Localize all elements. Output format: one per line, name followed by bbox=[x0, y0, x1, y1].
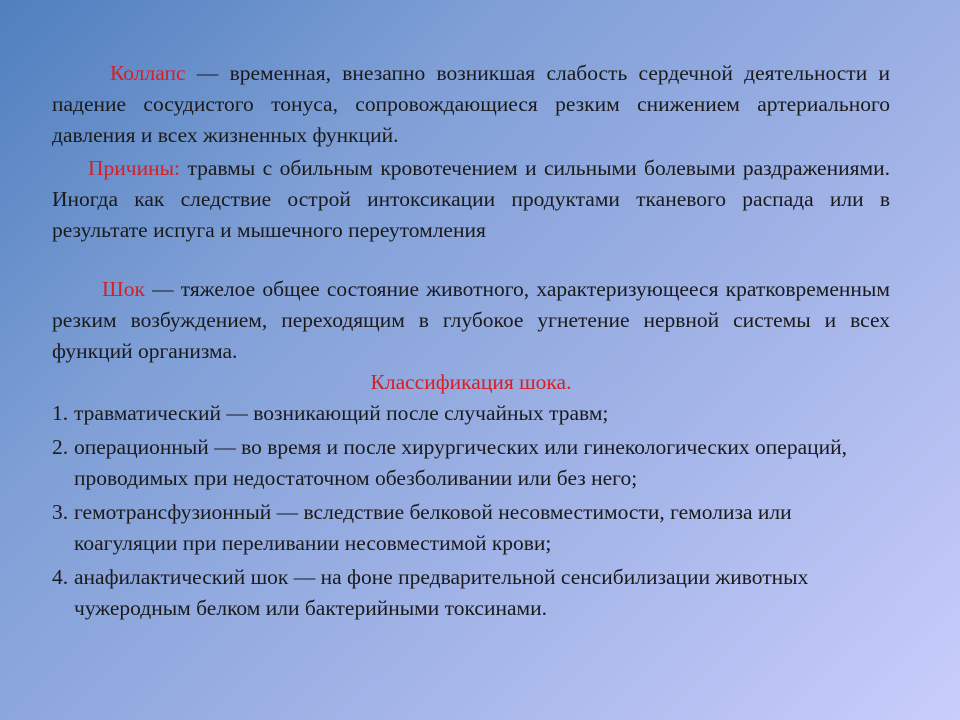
collapse-term: Коллапс bbox=[110, 61, 186, 85]
list-item-text: анафилактический шок — на фоне предварительной сенсибилизации животных чужеродным белком или бактерийными токсинами. bbox=[74, 565, 809, 620]
shock-term: Шок bbox=[102, 277, 145, 301]
list-item-number: 1. bbox=[52, 401, 69, 425]
list-item-text: операционный — во время и после хирургических или гинекологических операций, проводимых при недостаточном обезболивании или без него; bbox=[74, 435, 848, 490]
list-item bbox=[52, 562, 890, 624]
spacer bbox=[52, 246, 890, 274]
list-item-number: 4. bbox=[52, 565, 69, 589]
list-item bbox=[52, 432, 890, 494]
classification-list bbox=[52, 398, 890, 624]
shock-paragraph bbox=[52, 274, 890, 367]
causes-text: травмы с обильным кровотечением и сильными болевыми раздражениями. Иногда как следствие острой интоксикации продуктами тканевого распада или в результате испуга и мышечного переутомления bbox=[52, 156, 890, 242]
collapse-paragraph bbox=[52, 58, 890, 151]
list-item bbox=[52, 398, 890, 429]
shock-definition: — тяжелое общее состояние животного, характеризующееся кратковременным резким возбуждением, переходящим в глубокое угнетение нервной системы и всех функций организма. bbox=[52, 277, 890, 363]
causes-paragraph bbox=[52, 153, 890, 246]
collapse-definition: — временная, внезапно возникшая слабость сердечной деятельности и падение сосудистого тонуса, сопровождающиеся резким снижением артериального давления и всех жизненных функций. bbox=[52, 61, 890, 147]
list-item bbox=[52, 497, 890, 559]
list-item-text: гемотрансфузионный — вследствие белковой несовместимости, гемолиза или коагуляции при переливании несовместимой крови; bbox=[74, 500, 792, 555]
list-item-text: травматический — возникающий после случайных травм; bbox=[74, 401, 609, 425]
list-item-number: 2. bbox=[52, 435, 69, 459]
causes-label: Причины: bbox=[88, 156, 181, 180]
slide-content bbox=[52, 58, 890, 627]
classification-title: Классификация шока. bbox=[370, 370, 572, 394]
list-item-number: 3. bbox=[52, 500, 69, 524]
